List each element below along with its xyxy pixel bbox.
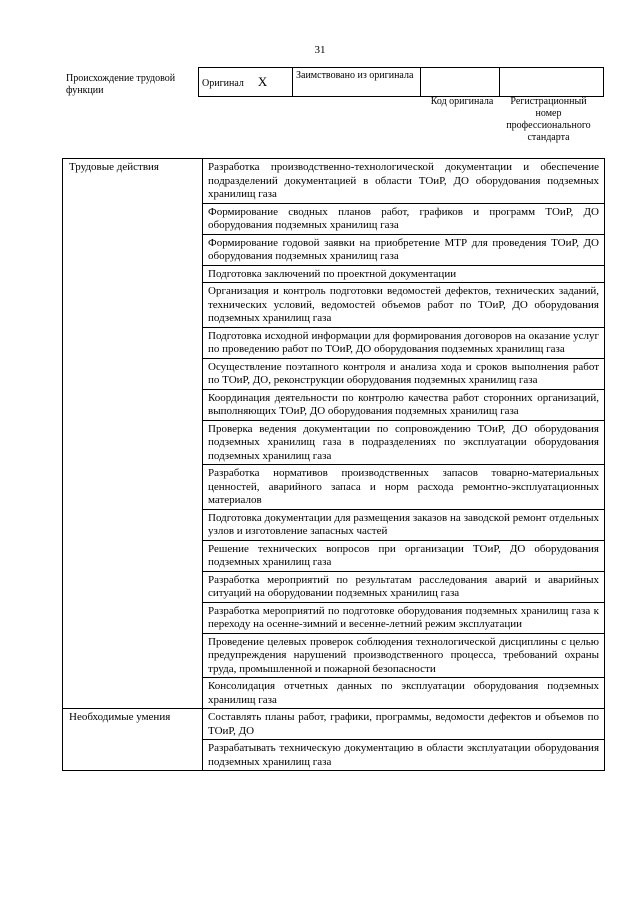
table-cell-item: Организация и контроль подготовки ведомостей дефектов, технических заданий, технических условий, ведомостей объемов работ по ТОиР, ДО оборудования подземных хранилищ газа [203,283,605,328]
original-cell [199,68,293,97]
origin-label: Происхождение трудовой функции [66,73,176,96]
functions-table [62,158,605,771]
section-label-cell [63,740,203,771]
table-cell-item: Разрабатывать техническую документацию в области эксплуатации оборудования подземных хранилищ газа [203,740,605,771]
table-row [63,234,605,265]
page-number: 31 [314,44,326,56]
borrowed-label: Заимствовано из оригинала [293,68,421,97]
section-label-cell [63,540,203,571]
code-cell [421,68,500,97]
section-label-cell [63,203,203,234]
table-cell-item: Подготовка заключений по проектной документации [203,265,605,283]
section-label-cell [63,571,203,602]
section-label-cell [63,509,203,540]
original-label: Оригинал [202,78,244,89]
table-row [63,265,605,283]
section-label: Необходимые умения [63,709,203,740]
origin-table [198,67,604,97]
section-label-cell [63,465,203,510]
table-row [63,540,605,571]
table-row [63,159,605,204]
table-cell-item: Подготовка исходной информации для формирования договоров на оказание услуг по проведению работ по ТОиР, ДО оборудования подземных хранилищ газа [203,327,605,358]
table-cell-item: Консолидация отчетных данных по эксплуатации оборудования подземных хранилищ газа [203,678,605,709]
table-cell-item: Проверка ведения документации по сопровождению ТОиР, ДО оборудования подземных хранилищ газа в подразделениях по эксплуатации оборудования подземных хранилищ газа [203,420,605,465]
table-cell-item: Формирование годовой заявки на приобретение МТР для проведения ТОиР, ДО оборудования подземных хранилищ газа [203,234,605,265]
table-row [63,465,605,510]
table-cell-item: Разработка нормативов производственных запасов товарно-материальных ценностей, аварийного запаса и норм расхода ремонтно-эксплуатационных материалов [203,465,605,510]
table-cell-item: Разработка мероприятий по результатам расследования аварий и аварийных ситуаций на оборудовании подземных хранилищ газа [203,571,605,602]
table-cell-item: Подготовка документации для размещения заказов на заводской ремонт отдельных узлов и изготовление запасных частей [203,509,605,540]
table-row [63,633,605,678]
section-label-cell [63,389,203,420]
reg-number-caption: Регистрационный номер профессионального стандарта [506,96,591,143]
table-row [63,358,605,389]
table-cell-item: Проведение целевых проверок соблюдения технологической дисциплины с целью предупреждения нарушений производственного процесса, требований охраны труда, промышленной и пожарной безопасности [203,633,605,678]
table-row [63,709,605,740]
reg-number-cell [500,68,604,97]
table-cell-item: Формирование сводных планов работ, графиков и программ ТОиР, ДО оборудования подземных хранилищ газа [203,203,605,234]
table-row [63,571,605,602]
table-cell-item: Разработка мероприятий по подготовке оборудования подземных хранилищ газа к переходу на осенне-зимний и весенне-летний режим эксплуатации [203,602,605,633]
section-label-cell [63,678,203,709]
section-label-cell [63,265,203,283]
section-label-cell [63,602,203,633]
table-row [63,283,605,328]
table-cell-item: Разработка производственно-технологической документации и обеспечение подразделений документацией в области ТОиР, ДО оборудования подземных хранилищ газа [203,159,605,204]
section-label-cell [63,633,203,678]
table-cell-item: Координация деятельности по контролю качества работ сторонних организаций, выполняющих ТОиР, ДО оборудования подземных хранилищ газа [203,389,605,420]
original-mark: X [257,74,268,89]
table-row [63,678,605,709]
table-row [63,602,605,633]
table-row [63,203,605,234]
table-row [63,420,605,465]
table-cell-item: Составлять планы работ, графики, программы, ведомости дефектов и объемов по ТОиР, ДО [203,709,605,740]
table-cell-item: Осуществление поэтапного контроля и анализа хода и сроков выполнения работ по ТОиР, ДО, реконструкции оборудования подземных хранилищ газа [203,358,605,389]
section-label-cell [63,234,203,265]
table-row [63,509,605,540]
table-row [63,327,605,358]
code-caption: Код оригинала [430,96,494,107]
section-label-cell [63,358,203,389]
section-label-cell [63,327,203,358]
table-row [63,740,605,771]
table-cell-item: Решение технических вопросов при организации ТОиР, ДО оборудования подземных хранилищ газа [203,540,605,571]
section-label-cell [63,420,203,465]
section-label-cell [63,283,203,328]
table-row [63,389,605,420]
section-label: Трудовые действия [63,159,203,204]
